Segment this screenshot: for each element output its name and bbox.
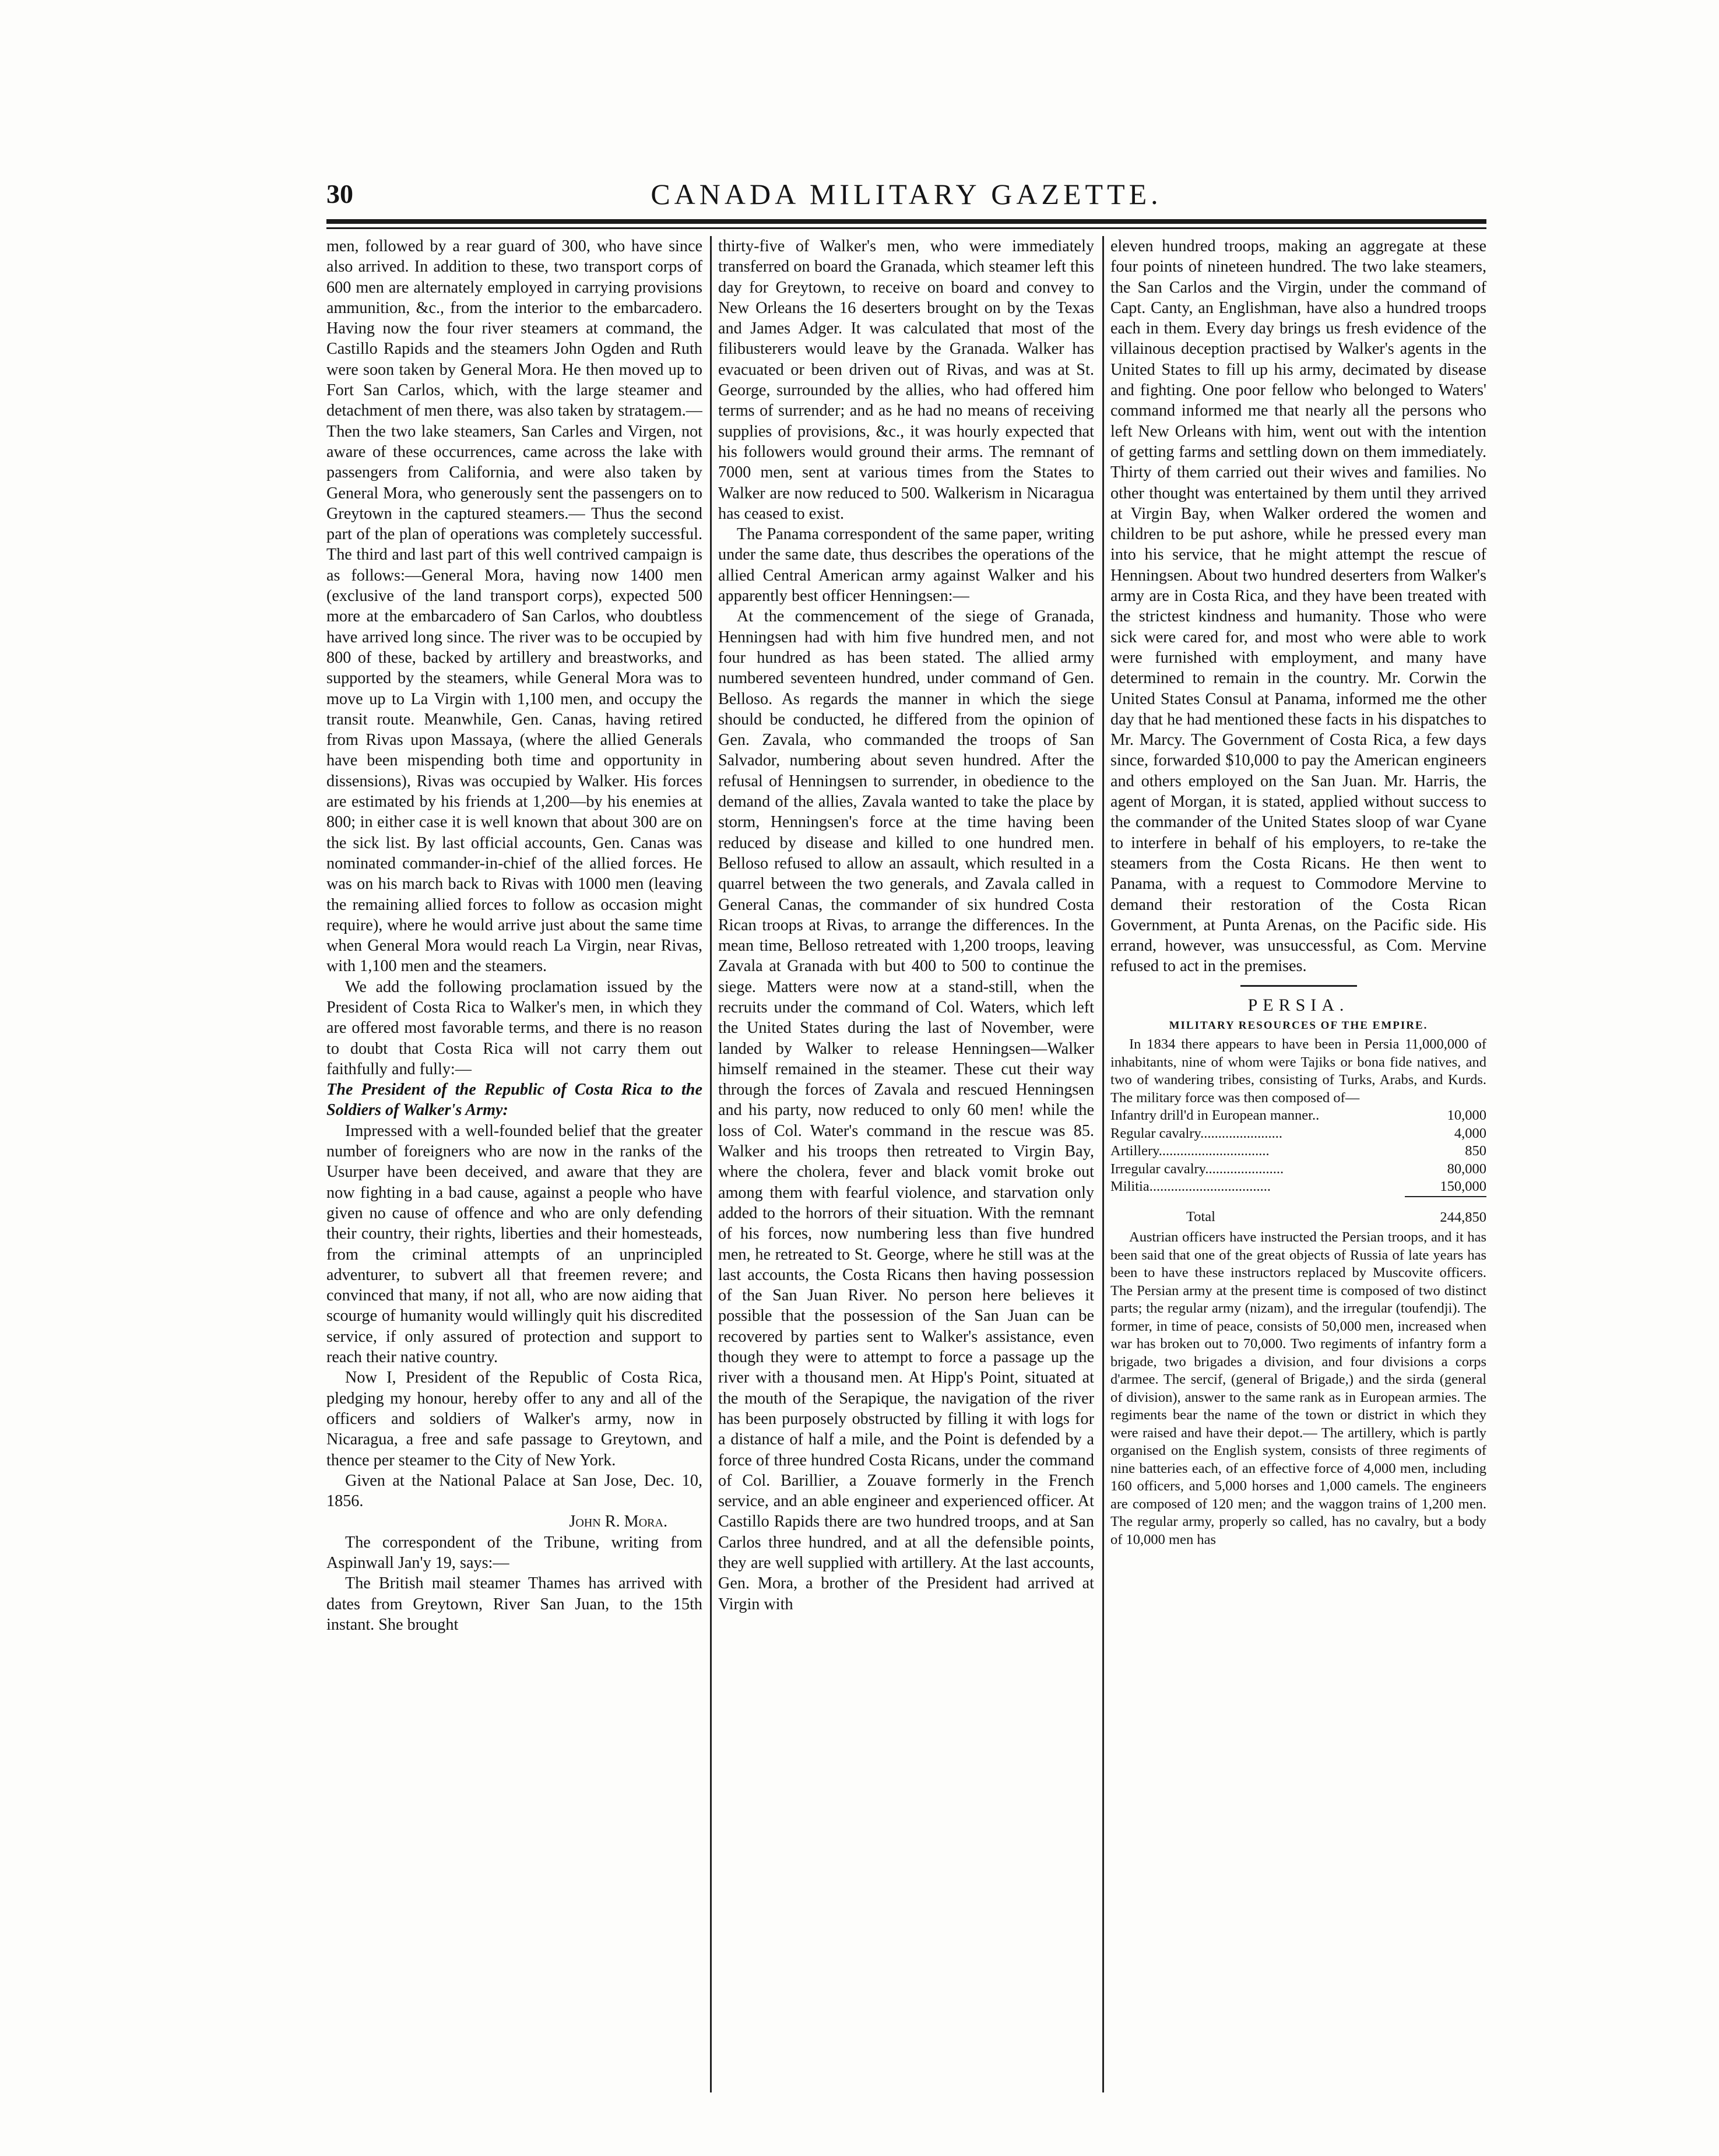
col2-paragraph-1: thirty-five of Walker's men, who were immediately transferred on board the Granada, which steamer left this day for Greytown, to receive on board and convey to New Orleans the 16 deserters brought on by the Texas and James Adger. It was calculated that most of the filibusterers would leave by the Granada. Walker has evacuated or been driven out of Rivas, and was at St. George, surrounded by the allies, who had offered him terms of surrender; and as he had no means of receiving supplies of provisions, &c., it was hourly expected that his followers would ground their arms. The remnant of 7000 men, sent at various times from the States to Walker are now reduced to 500. Walkerism in Nicaragua has ceased to exist. (718, 237, 1094, 523)
force-label: Militia.................................. (1110, 1179, 1271, 1195)
masthead-title: CANADA MILITARY GAZETTE. (651, 178, 1162, 210)
col1-paragraph-2: We add the following proclamation issued by the President of Costa Rica to Walker's men, in which they are offered most favorable terms, and there is no reason to doubt that Costa Rica will not carry them out faithfully and fully:— (326, 977, 702, 1078)
header-rule-thick (326, 219, 1486, 224)
military-force-row (1110, 1107, 1486, 1125)
col1-paragraph-6: The correspondent of the Tribune, writing from Aspinwall Jan'y 19, says:— (326, 1533, 702, 1572)
section-title-persia: PERSIA. (1247, 995, 1349, 1015)
col3-paragraph-1: eleven hundred troops, making an aggregate at these four points of nineteen hundred. The two lake steamers, the San Carlos and the Virgin, under the command of Capt. Canty, an Englishman, have also a hundred troops each in them. Every day brings us fresh evidence of the villainous deception practised by Walker's agents in the United States to fill up his army, decimated by disease and fighting. One poor fellow who belonged to Waters' command informed me that nearly all the persons who left New Orleans with him, went out with the intention of getting farms and settling down on them immediately. Thirty of them carried out their wives and families. No other thought was entertained by them until they arrived at Virgin Bay, when Walker ordered the women and children to be put ashore, while he pressed every man into his service, that he might attempt the rescue of Henningsen. About two hundred deserters from Walker's army are in Costa Rica, and they have been treated with the strictest kindness and humanity. Those who were sick were cared for, and most who were able to work were furnished with employment, and many have determined to remain in the country. Mr. Corwin the United States Consul at Panama, informed me the other day that he had mentioned these facts in his dispatches to Mr. Marcy. The Government of Costa Rica, a few days since, forwarded $10,000 to pay the American engineers and others employed on the San Juan. Mr. Harris, the agent of Morgan, it is stated, applied without success to the commander of the United States sloop of war Cyane to interfere in behalf of his employers, to re-take the steamers from the Costa Ricans. He then went to Panama, with a request to Commodore Mervine to demand their restoration of the Costa Rican Government, at Punta Arenas, on the Pacific side. His errand, however, was unsuccessful, as Com. Mervine refused to act in the premises. (1110, 237, 1486, 976)
military-total-row (1110, 1197, 1486, 1227)
military-force-row (1110, 1142, 1486, 1160)
page-number: 30 (326, 179, 353, 209)
col1-paragraph-3: Impressed with a well-founded belief that the greater number of foreigners who are now in the ranks of the Usurper have been deceived, and aware that they are now fighting in a bad cause, against a people who have given no cause of offence and who are only defending their country, their rights, liberties and their homesteads, from the criminal attempts of an unprincipled adventurer, to subvert all that freemen revere; and convinced that many, if not all, who are now aiding that scourge of humanity would willingly quit his discredited service, if only assured of protection and support to reach their native country. (326, 1121, 702, 1367)
page-header (326, 175, 1486, 216)
proclamation-signature: John R. Mora. (569, 1513, 667, 1531)
force-value: 850 (1465, 1143, 1486, 1159)
force-label: Infantry drill'd in European manner.. (1110, 1107, 1320, 1124)
column-divider-1 (710, 236, 712, 2092)
force-value: 80,000 (1447, 1160, 1486, 1177)
column-divider-2 (1102, 236, 1104, 2092)
col3-paragraph-3: Austrian officers have instructed the Persian troops, and it has been said that one of the great objects of Russia of late years has been to have these instructors replaced by Muscovite officers. The Persian army at the present time is composed of two distinct parts; the regular army (nizam), and the irregular (toufendji). The former, in time of peace, consists of 50,000 men, increased when war has broken out to 70,000. Two regiments of infantry form a brigade, two brigades a division, and four divisions a corps d'armee. The sercif, (general of Brigade,) and the sirda (general of division), answer to the same rank as in European armies. The regiments bear the name of the town or district in which they were raised and have their depot.— The artillery, which is partly organised on the English system, consists of three regiments of nine batteries each, of an effective force of 4,000 men, including 160 officers, and 5,000 horses and 1,000 camels. The engineers are composed of 120 men; and the waggon trains of 1,200 men. The regular army, properly so called, has no cavalry, but a body of 10,000 men has (1110, 1229, 1486, 1547)
force-label: Artillery............................... (1110, 1143, 1270, 1159)
col1-paragraph-5: Given at the National Palace at San Jose, Dec. 10, 1856. (326, 1471, 702, 1511)
force-label: Irregular cavalry...................... (1110, 1160, 1284, 1177)
col2-paragraph-2: The Panama correspondent of the same paper, writing under the same date, thus describes the operations of the allied Central American army against Walker and his apparently best officer Henningsen:— (718, 525, 1094, 606)
force-label: Regular cavalry....................... (1110, 1125, 1283, 1141)
section-subtitle: MILITARY RESOURCES OF THE EMPIRE. (1169, 1019, 1428, 1032)
column-3 (1110, 236, 1486, 2092)
military-force-row (1110, 1125, 1486, 1143)
column-1 (326, 236, 702, 2092)
force-value: 150,000 (1440, 1179, 1486, 1195)
force-value: 10,000 (1447, 1107, 1486, 1124)
col1-paragraph-4: Now I, President of the Republic of Costa Rica, pledging my honour, hereby offer to any and all of the officers and soldiers of Walker's army, now in Nicaragua, a free and safe passage to Greytown, and thence per steamer to the City of New York. (326, 1369, 702, 1469)
col1-paragraph-7: The British mail steamer Thames has arrived with dates from Greytown, River San Juan, to the 15th instant. She brought (326, 1574, 702, 1634)
header-rule-thin (326, 227, 1486, 229)
column-2 (718, 236, 1094, 2092)
total-label: Total (1186, 1208, 1215, 1225)
col3-paragraph-2: In 1834 there appears to have been in Persia 11,000,000 of inhabitants, nine of whom were Tajiks or bona fide natives, and two of wandering tribes, consisting of Turks, Arabs, and Kurds. The military force was then composed of— (1110, 1036, 1486, 1106)
military-force-table (1110, 1107, 1486, 1226)
force-value: 4,000 (1454, 1125, 1486, 1141)
military-force-row (1110, 1160, 1486, 1179)
section-divider (1240, 985, 1357, 987)
col2-paragraph-3: At the commencement of the siege of Granada, Henningsen had with him five hundred men, and not four hundred as has been stated. The allied army numbered seventeen hundred, under command of Gen. Belloso. As regards the manner in which the siege should be conducted, he differed from the opinion of Gen. Zavala, who commanded the troops of San Salvador, numbering about seven hundred. After the refusal of Henningsen to surrender, in obedience to the demand of the allies, Zavala wanted to take the place by storm, Henningsen's force at the time having been reduced by disease and killed to one hundred men. Belloso refused to allow an assault, which resulted in a quarrel between the two generals, and Zavala called in General Canas, the commander of six hundred Costa Rican troops at Rivas, to arrange the differences. In the mean time, Belloso retreated with 1,200 troops, leaving Zavala at Granada with but 400 to 500 to continue the siege. Matters were now at a stand-still, when the recruits under the command of Col. Waters, which left the United States during the last of November, were landed by Walker to release Henningsen—Walker himself remained in the steamer. These cut their way through the forces of Zavala and rescued Henningsen and his party, now reduced to only 60 men! while the loss of Col. Water's command in the rescue was 85. Walker and his troops then retreated to Virgin Bay, where the cholera, fever and black vomit broke out among them with fearful violence, and starvation only added to the horrors of their situation. With the remnant of his forces, now numbering less than five hundred men, he retreated to St. George, where he still was at the last accounts, the Costa Ricans then having possession of the San Juan River. No person here believes it possible that the possession of the San Juan can be recovered by parties sent to Walker's assistance, even though they were to attempt to force a passage up the river with a thousand men. At Hipp's Point, situated at the mouth of the Serapique, the navigation of the river has been purposely obstructed by filling it with logs for a distance of half a mile, and the Point is defended by a force of three hundred Costa Ricans, under the command of Col. Barillier, a Zouave formerly in the French service, and an able engineer and experienced officer. At Castillo Rapids there are two hundred troops, and at San Carlos three hundred, and at all the defensible points, they are well supplied with artillery. At the last accounts, Gen. Mora, a brother of the President had arrived at Virgin with (718, 607, 1094, 1613)
col1-paragraph-1: men, followed by a rear guard of 300, who have since also arrived. In addition to these, two transport corps of 600 men are alternately employed in carrying provisions ammunition, &c., from the interior to the embarcadero. Having now the four river steamers at command, the Castillo Rapids and the steamers John Ogden and Ruth were soon taken by General Mora. He then moved up to Fort San Carlos, which, with the large steamer and detachment of men there, was also taken by stratagem.— Then the two lake steamers, San Carles and Virgen, not aware of these occurrences, came across the lake with passengers from California, and were also taken by General Mora, who generously sent the passengers on to Greytown in the captured steamers.— Thus the second part of the plan of operations was completely successful. The third and last part of this well contrived campaign is as follows:—General Mora, having now 1400 men (exclusive of the land transport corps), expected 500 more at the embarcadero of San Carlos, who doubtless have arrived long since. The river was to be occupied by 800 of these, backed by artillery and breastworks, and supported by the steamers, while General Mora was to move up to La Virgin with 1,100 men, and occupy the transit route. Meanwhile, Gen. Canas, having retired from Rivas upon Massaya, (where the allied Generals have been mispending both time and opportunity in dissensions), Rivas was occupied by Walker. His forces are estimated by his friends at 1,200—by his enemies at 800; in either case it is well known that about 300 are on the sick list. By last official accounts, Gen. Canas was nominated commander-in-chief of the allied forces. He was on his march back to Rivas with 1000 men (leaving the remaining allied forces to follow as occasion might require), where he would arrive just about the same time when General Mora would reach La Virgin, near Rivas, with 1,100 men and the steamers. (326, 237, 702, 976)
total-value: 244,850 (1405, 1197, 1486, 1227)
proclamation-heading: The President of the Republic of Costa Rica to the Soldiers of Walker's Army: (326, 1081, 702, 1120)
military-force-row (1110, 1178, 1486, 1197)
